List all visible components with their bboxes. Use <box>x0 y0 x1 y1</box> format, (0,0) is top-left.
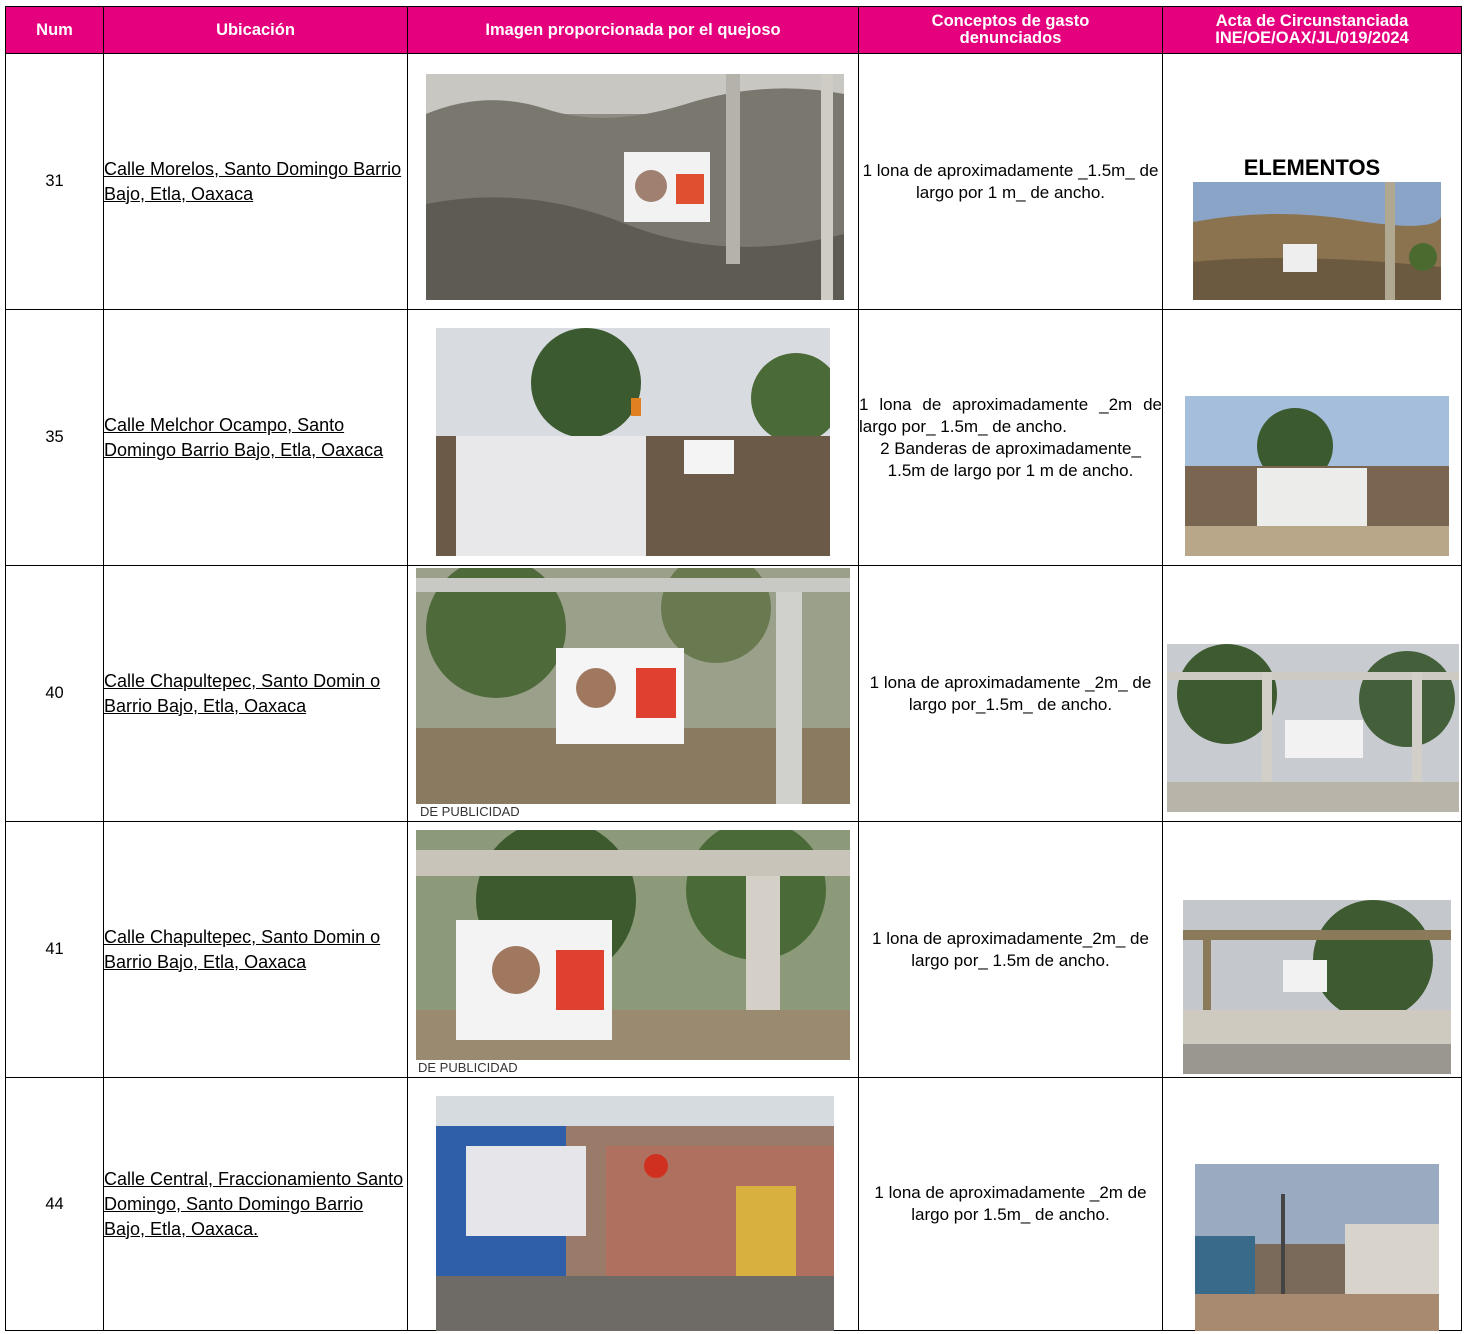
photo-caption: DE PUBLICIDAD <box>418 1060 518 1075</box>
acta-photo <box>1195 1164 1439 1331</box>
row-concept <box>859 310 1163 566</box>
acta-cell <box>1163 566 1462 822</box>
table-row <box>6 566 1462 822</box>
table-row <box>6 822 1462 1078</box>
row-num: 31 <box>6 54 104 310</box>
row-location <box>104 566 408 822</box>
location-link[interactable]: Calle Chapultepec, Santo Domin o Barrio Bajo, Etla, Oaxaca <box>104 670 381 716</box>
complainant-image-cell <box>408 54 859 310</box>
row-concept <box>859 822 1163 1078</box>
row-location <box>104 54 408 310</box>
header-conceptos: Conceptos de gasto denunciados <box>859 7 1163 54</box>
header-num: Num <box>6 7 104 54</box>
acta-photo <box>1183 900 1451 1074</box>
concept-text-2: 2 Banderas de aproximadamente_ 1.5m de largo por 1 m de ancho. <box>880 438 1141 480</box>
complainant-image-cell <box>408 566 859 822</box>
table-row <box>6 54 1462 310</box>
row-num: 35 <box>6 310 104 566</box>
concept-text: 1 lona de aproximadamente _2m_ de largo por_1.5m_ de ancho. <box>869 672 1152 714</box>
row-concept <box>859 1078 1163 1331</box>
evidence-table <box>5 6 1462 1331</box>
acta-cell <box>1163 54 1462 310</box>
complainant-photo <box>426 74 844 300</box>
row-num: 40 <box>6 566 104 822</box>
header-acta-line1: Acta de Circunstanciada <box>1215 12 1409 30</box>
acta-photo <box>1185 396 1449 556</box>
acta-title: ELEMENTOS <box>1243 154 1381 180</box>
complainant-photo <box>416 568 850 804</box>
complainant-image-cell <box>408 310 859 566</box>
header-imagen: Imagen proporcionada por el quejoso <box>408 7 859 54</box>
header-ubicacion: Ubicación <box>104 7 408 54</box>
row-location <box>104 822 408 1078</box>
photo-caption: DE PUBLICIDAD <box>420 804 520 819</box>
acta-photo <box>1193 182 1441 300</box>
row-concept <box>859 566 1163 822</box>
table-header-row <box>6 7 1462 54</box>
concept-text: 1 lona de aproximadamente_2m_ de largo por_ 1.5m de ancho. <box>872 928 1149 970</box>
location-link[interactable]: Calle Central, Fraccionamiento Santo Domingo, Santo Domingo Barrio Bajo, Etla, Oaxaca. <box>104 1168 404 1239</box>
acta-cell <box>1163 822 1462 1078</box>
concept-text: 1 lona de aproximadamente _2m de largo por_ 1.5m_ de ancho. <box>859 394 1162 436</box>
location-link[interactable]: Calle Melchor Ocampo, Santo Domingo Barrio Bajo, Etla, Oaxaca <box>104 414 384 460</box>
row-location <box>104 310 408 566</box>
row-num: 41 <box>6 822 104 1078</box>
concept-text: 1 lona de aproximadamente _2m de largo por 1.5m_ de ancho. <box>874 1183 1147 1224</box>
location-link[interactable]: Calle Chapultepec, Santo Domin o Barrio Bajo, Etla, Oaxaca <box>104 926 381 972</box>
row-num: 44 <box>6 1078 104 1331</box>
row-concept <box>859 54 1163 310</box>
header-acta-line2: INE/OE/OAX/JL/019/2024 <box>1215 29 1409 47</box>
complainant-photo <box>436 328 830 556</box>
table-row <box>6 1078 1462 1331</box>
complainant-image-cell <box>408 1078 859 1331</box>
complainant-image-cell <box>408 822 859 1078</box>
concept-text: 1 lona de aproximadamente _1.5m_ de largo por 1 m_ de ancho. <box>862 160 1159 202</box>
row-location <box>104 1078 408 1331</box>
complainant-photo <box>416 830 850 1060</box>
acta-cell <box>1163 310 1462 566</box>
acta-cell <box>1163 1078 1462 1331</box>
header-acta <box>1163 7 1462 54</box>
table-row <box>6 310 1462 566</box>
complainant-photo <box>436 1096 834 1331</box>
acta-photo <box>1167 644 1459 812</box>
location-link[interactable]: Calle Morelos, Santo Domingo Barrio Bajo, Etla, Oaxaca <box>104 158 402 204</box>
